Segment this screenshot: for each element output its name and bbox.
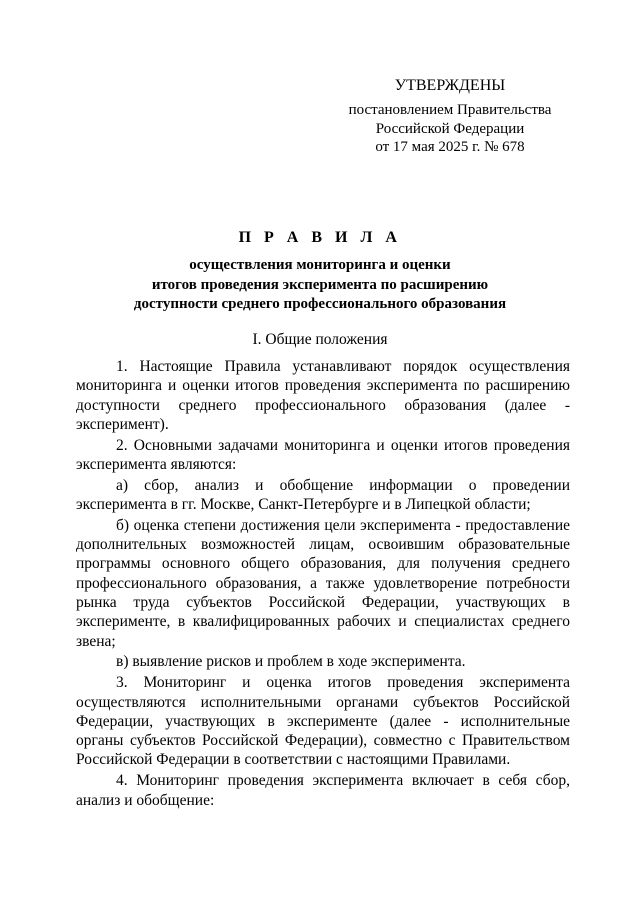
approval-block — [330, 76, 570, 157]
paragraph-2b: б) оценка степени достижения цели эксперимента - предоставление дополнительных возможностей лицам, освоившим образовательные программы основного общего образования, для получения среднего профессионального образования, а также удовлетворение потребности рынка труда субъектов Российской Федерации, участвующих в эксперименте, в квалифицированных рабочих и специалистах среднего звена; — [76, 516, 570, 650]
approval-line-1: постановлением Правительства — [348, 102, 552, 118]
approved-label: УТВЕРЖДЕНЫ — [394, 77, 506, 94]
paragraph-2c: в) выявление рисков и проблем в ходе эксперимента. — [116, 653, 466, 671]
paragraph-2: 2. Основными задачами мониторинга и оценки итогов проведения эксперимента являются: — [76, 436, 570, 473]
section-title: I. Общие положения — [252, 331, 388, 348]
paragraph-4: 4. Мониторинг проведения эксперимента включает в себя сбор, анализ и обобщение: — [76, 772, 570, 809]
document-title — [70, 228, 570, 315]
document-body — [76, 357, 570, 811]
approval-line-2: Российской Федерации — [375, 120, 525, 137]
title-line-3: доступности среднего профессионального образования — [133, 296, 507, 312]
paragraph-2a: а) сбор, анализ и обобщение информации о проведении эксперимента в гг. Москве, Санкт-Петербурге и в Липецкой области; — [76, 476, 570, 514]
title-line-2: итогов проведения эксперимента по расширению — [151, 276, 489, 293]
paragraph-3: 3. Мониторинг и оценка итогов проведения эксперимента осуществляются исполнительными органами субъектов Российской Федерации, участвующих в эксперименте (далее - исполнительные органы субъектов Российской Федерации), совместно с Правительством Российской Федерации в соответствии с настоящими Правилами. — [76, 674, 570, 769]
title-heading: П Р А В И Л А — [238, 229, 402, 246]
approval-line-3: от 17 мая 2025 г. № 678 — [375, 139, 525, 155]
title-line-1: осуществления мониторинга и оценки — [189, 257, 451, 273]
paragraph-1: 1. Настоящие Правила устанавливают порядок осуществления мониторинга и оценки итогов проведения эксперимента по расширению доступности среднего профессионального образования (далее - эксперимент). — [76, 358, 570, 433]
